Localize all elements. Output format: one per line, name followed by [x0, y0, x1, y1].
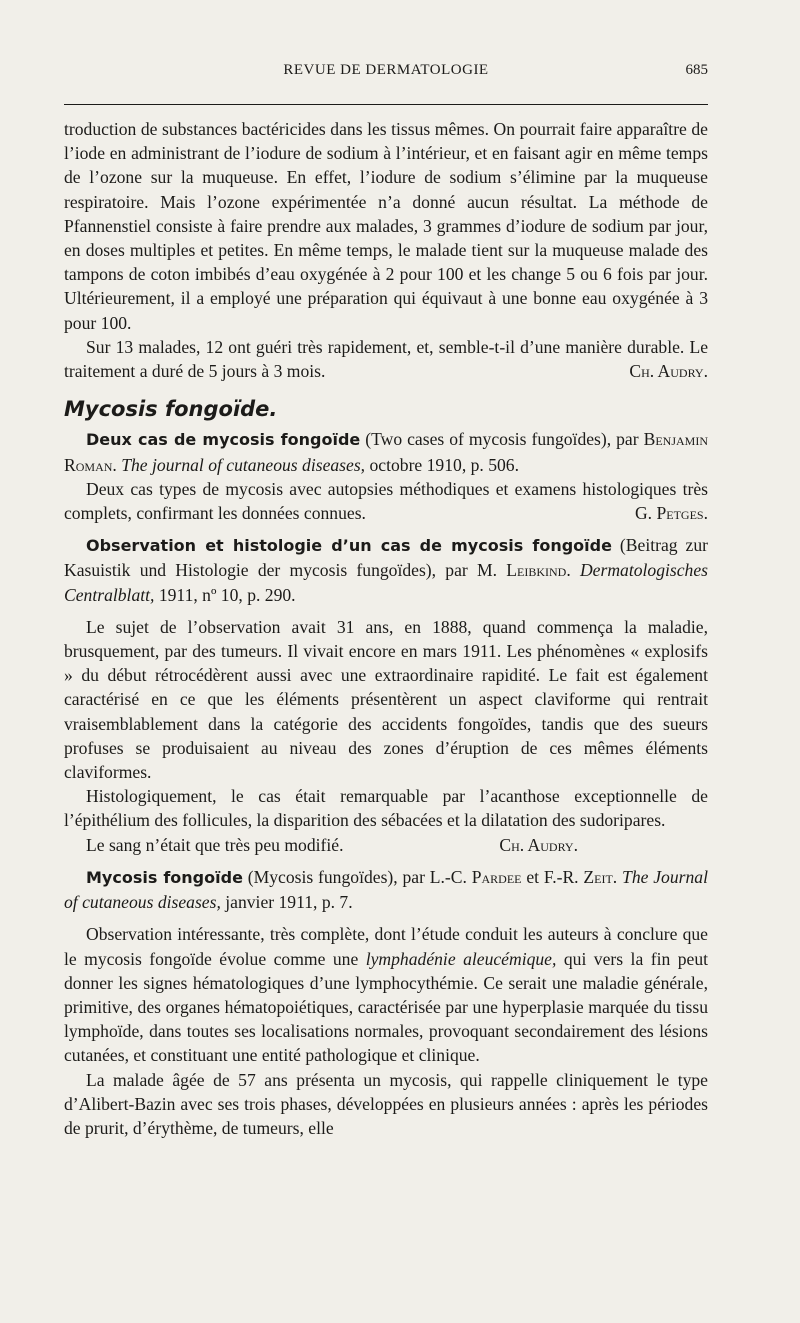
article-1-body — [64, 477, 708, 525]
article-3-conj: et F.-R. — [526, 866, 579, 887]
article-3-author-1: Pardee — [471, 866, 522, 887]
article-3-paragraph-1 — [64, 922, 708, 1067]
article-1-subtitle: (Two cases of mycosis fungoïdes), par — [365, 429, 639, 450]
article-1-signature: G. Petges. — [634, 503, 708, 524]
article-3-paragraph-1-a: Observation intéressante, très complète, dont l’étude conduit les auteurs à conclure que le mycosis fongoïde évolue comme une — [64, 924, 708, 969]
page-number: 685 — [685, 62, 708, 78]
article-2-citation — [64, 533, 708, 607]
running-title: REVUE DE DERMATOLOGIE — [283, 62, 489, 78]
article-3-paragraph-2: La malade âgée de 57 ans présenta un mycosis, qui rappelle cliniquement le type d’Alibert-Bazin avec ses trois phases, développées en plusieurs années : après les périodes de prurit, d’érythème, de tumeurs, elle — [64, 1069, 708, 1138]
article-2-journal: Dermatologisches Centralblatt, — [64, 560, 708, 605]
article-3-ref: janvier 1911, p. 7. — [225, 892, 353, 913]
article-3-journal: The Journal of cutaneous diseases, — [64, 866, 708, 913]
article-3-paragraph-1-b: qui vers la fin peut donner les signes hématologiques d’une lymphocythémie. Ce serait une maladie générale, primitive, des organes hématopoiétiques, caractérisée par une hyperplasie marquée du tissu lymphoïde, dans toutes ses localisations normales, provoquant secondairement des lésions cutanées, et constituant une entité pathologique et clinique. — [64, 948, 709, 1066]
article-3-title: Mycosis fongoïde — [86, 867, 243, 887]
article-3-paragraph-1-emphasis: lymphadénie aleucémique, — [365, 948, 557, 969]
article-2-signature: Ch. Audry. — [499, 834, 578, 855]
intro-signature: Ch. Audry. — [629, 361, 708, 382]
article-3-author-2: Zeit. — [583, 866, 618, 887]
body-text — [64, 117, 708, 1140]
article-1-journal: The journal of cutaneous diseases, — [121, 454, 366, 475]
article-1-body-text: Deux cas types de mycosis avec autopsies méthodiques et examens histologiques très complets, confirmant les données connues. — [64, 478, 708, 524]
article-1-title: Deux cas de mycosis fongoïde — [86, 430, 361, 450]
article-3-subtitle: (Mycosis fungoïdes), par L.-C. — [247, 866, 467, 887]
article-2-paragraph-2: Histologiquement, le cas était remarquable par l’acanthose exceptionnelle de l’épithélium des follicules, la disparition des sébacées et la dilatation des sudoripares. — [64, 786, 708, 831]
intro-paragraph-2-text: Sur 13 malades, 12 ont guéri très rapidement, et, semble-t-il d’une manière durable. Le traitement a duré de 5 jours à 3 mois. — [64, 336, 708, 382]
intro-paragraph-2 — [64, 335, 708, 383]
article-2-paragraph-1: Le sujet de l’observation avait 31 ans, en 1888, quand commença la maladie, brusquement, par des tumeurs. Il vivait encore en mars 1911. Les phénomènes « explosifs » du début rétrocédèrent aussi avec une extraordinaire rapidité. Le fait est également caractérisé en ce que les éléments présentèrent un aspect claviforme qui rentrait vraisemblablement dans la catégorie des accidents fongoïdes, tandis que des sueurs profuses se produisaient au niveau des zones d’éruption de ces mêmes éléments claviformes. — [64, 616, 708, 783]
spacer — [64, 525, 708, 533]
article-1-ref: octobre 1910, p. 506. — [369, 454, 520, 475]
spacer — [64, 857, 708, 865]
article-2-title: Observation et histologie d’un cas de mycosis fongoïde — [86, 536, 612, 556]
article-2-author: Leibkind. — [506, 560, 571, 581]
header-rule — [64, 104, 708, 105]
article-3-citation — [64, 865, 708, 914]
section-heading: Mycosis fongoïde. — [64, 397, 278, 422]
page-header — [64, 0, 708, 106]
article-2-subtitle: (Beitrag zur Kasuistik und Histologie der mycosis fungoïdes), par M. — [64, 535, 708, 581]
article-2-paragraph-3-text: Le sang n’était que très peu modifié. — [86, 834, 344, 855]
article-2-ref: 1911, nº 10, p. 290. — [158, 584, 296, 605]
article-1-author: Benjamin Roman. — [64, 429, 708, 475]
article-2-paragraph-3 — [64, 833, 708, 857]
spacer — [64, 914, 708, 922]
article-1-citation — [64, 427, 708, 476]
intro-paragraph-1: troduction de substances bactéricides dans les tissus mêmes. On pourrait faire apparaître de l’iode en administrant de l’iodure de sodium à l’intérieur, et en faisant agir en même temps de l’ozone sur la muqueuse. En effet, l’iodure de sodium s’élimine par la muqueuse respiratoire. Mais l’ozone expérimentée n’a donné aucun résultat. La méthode de Pfannenstiel consiste à faire prendre aux malades, 3 grammes d’iodure de sodium par jour, en doses multiples et petites. En même temps, le malade tient sur la muqueuse malade des tampons de coton imbibés d’eau oxygénée à 2 pour 100 et les change 5 ou 6 fois par jour. Ultérieurement, il a employé une préparation qui équivaut à une bonne eau oxygénée à 3 pour 100. — [64, 119, 708, 333]
spacer — [64, 607, 708, 615]
